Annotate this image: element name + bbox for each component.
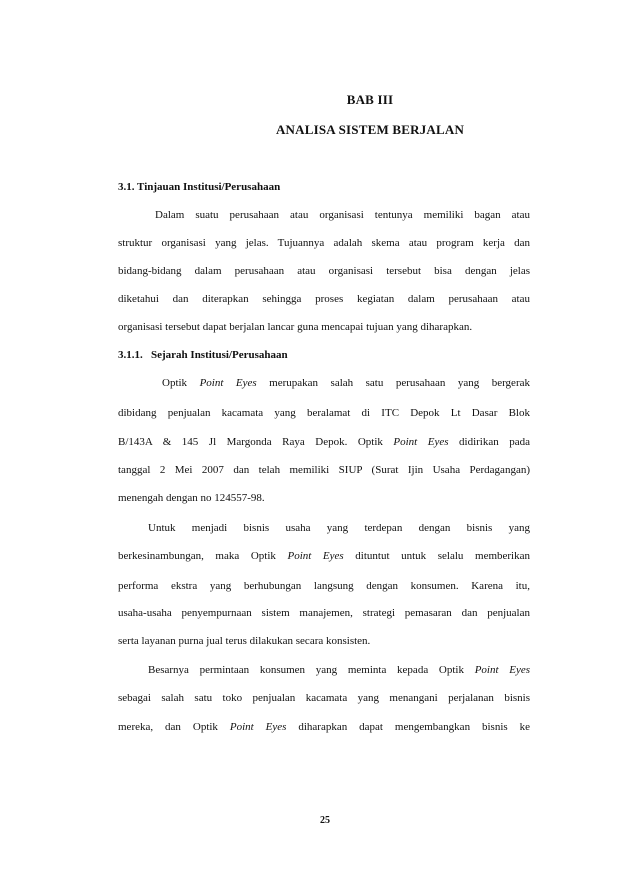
- text-run: mereka, dan Optik: [118, 721, 218, 733]
- chapter-title: ANALISA SISTEM BERJALAN: [275, 122, 465, 137]
- brand-name: Point Eyes: [229, 721, 287, 733]
- paragraph-line: diketahui dan diterapkan sehingga proses kegiatan dalam perusahaan atau: [118, 293, 530, 305]
- paragraph-line: bidang-bidang dalam perusahaan atau organisasi tersebut bisa dengan jelas: [118, 265, 530, 277]
- paragraph-line: [118, 721, 530, 733]
- paragraph-line: Dalam suatu perusahaan atau organisasi tentunya memiliki bagan atau: [155, 209, 530, 221]
- paragraph-line: Untuk menjadi bisnis usaha yang terdepan dengan bisnis yang: [148, 522, 530, 534]
- section-heading-3-1-1: [118, 349, 288, 361]
- paragraph-line: struktur organisasi yang jelas. Tujuannya adalah skema atau program kerja dan: [118, 237, 530, 249]
- text-run: dituntut untuk selalu memberikan: [355, 550, 530, 562]
- paragraph-line: performa ekstra yang berhubungan langsung dengan konsumen. Karena itu,: [118, 580, 530, 592]
- paragraph-line: menengah dengan no 124557-98.: [118, 492, 265, 504]
- chapter-number: BAB III: [346, 92, 394, 107]
- paragraph-line: serta layanan purna jual terus dilakukan secara konsisten.: [118, 635, 371, 647]
- paragraph-line: [118, 436, 530, 448]
- text-run: Optik: [162, 377, 188, 389]
- text-run: Besarnya permintaan konsumen yang meminta kepada Optik: [148, 664, 464, 676]
- brand-name: Point Eyes: [474, 664, 530, 676]
- text-run: merupakan salah satu perusahaan yang bergerak: [269, 377, 530, 389]
- text-run: B/143A & 145 Jl Margonda Raya Depok. Optik: [118, 436, 383, 448]
- section-heading-3-1: 3.1. Tinjauan Institusi/Perusahaan: [118, 181, 281, 193]
- paragraph-line: sebagai salah satu toko penjualan kacamata yang menangani perjalanan bisnis: [118, 692, 530, 704]
- paragraph-line: dibidang penjualan kacamata yang beralamat di ITC Depok Lt Dasar Blok: [118, 407, 530, 419]
- paragraph-line: [148, 664, 530, 676]
- brand-name: Point Eyes: [287, 550, 344, 562]
- text-run: didirikan pada: [459, 436, 531, 448]
- section-heading-text: Sejarah Institusi/Perusahaan: [151, 349, 288, 361]
- brand-name: Point Eyes: [199, 377, 257, 389]
- paragraph-line: [118, 550, 530, 562]
- paragraph-line: usaha-usaha penyempurnaan sistem manajemen, strategi pemasaran dan penjualan: [118, 607, 530, 619]
- page-number: 25: [320, 815, 330, 826]
- paragraph-line: tanggal 2 Mei 2007 dan telah memiliki SIUP (Surat Ijin Usaha Perdagangan): [118, 464, 530, 476]
- paragraph-line: organisasi tersebut dapat berjalan lancar guna mencapai tujuan yang diharapkan.: [118, 321, 473, 333]
- page-number-footer: [0, 815, 620, 826]
- text-run: diharapkan dapat mengembangkan bisnis ke: [298, 721, 530, 733]
- brand-name: Point Eyes: [393, 436, 449, 448]
- paragraph-line: [162, 377, 530, 389]
- section-heading-number: 3.1.1.: [118, 349, 143, 361]
- text-run: berkesinambungan, maka Optik: [118, 550, 276, 562]
